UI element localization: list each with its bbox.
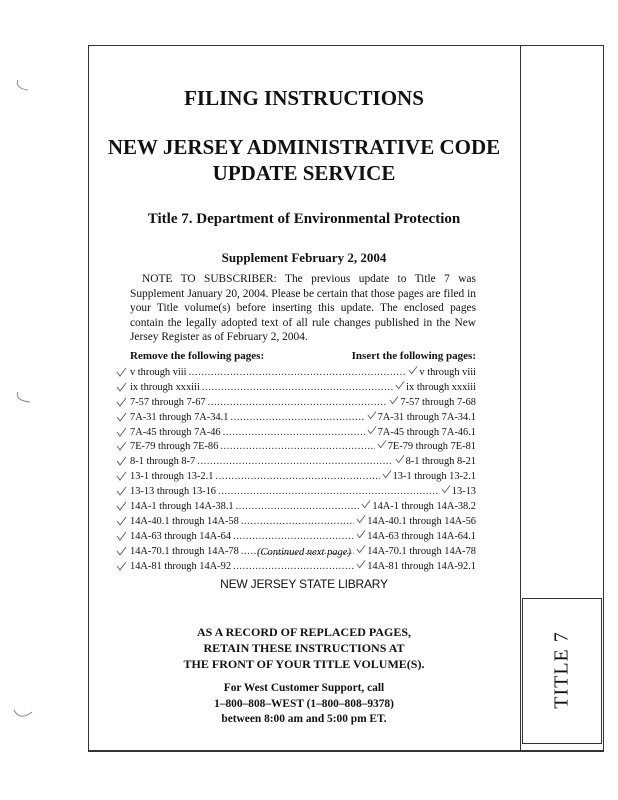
- retain-line-1: AS A RECORD OF REPLACED PAGES,: [196, 625, 412, 639]
- table-row: [130, 454, 476, 469]
- checkmark-icon: [116, 531, 127, 541]
- checkmark-icon: [116, 367, 127, 377]
- table-row: [130, 514, 476, 529]
- remove-pages-cell: 14A-40.1 through 14A-58: [130, 515, 239, 527]
- customer-support: [88, 681, 520, 728]
- leader-dots: [197, 455, 392, 470]
- insert-pages-cell: 7E-79 through 7E-81: [387, 441, 476, 453]
- checkmark-icon: [116, 486, 127, 496]
- checkmark-icon: [389, 395, 399, 405]
- binder-hole-mark-icon: [14, 390, 36, 404]
- remove-header: Remove the following pages:: [130, 350, 265, 362]
- checkmark-icon: [395, 380, 405, 390]
- remove-pages-cell: 14A-1 through 14A-38.1: [130, 501, 234, 513]
- remove-pages-cell: 7E-79 through 7E-86: [130, 441, 219, 453]
- retain-line-2: RETAIN THESE INSTRUCTIONS AT: [203, 641, 405, 655]
- binder-hole-mark-icon: [14, 78, 36, 92]
- table-row: [130, 439, 476, 454]
- checkmark-icon: [116, 456, 127, 466]
- bottom-rule: [88, 751, 604, 752]
- checkmark-icon: [356, 514, 366, 524]
- insert-pages-cell: 7-57 through 7-68: [400, 396, 476, 408]
- insert-pages-cell: 8-1 through 8-21: [405, 456, 476, 468]
- leader-dots: [215, 470, 379, 485]
- remove-pages-cell: ix through xxxiii: [130, 381, 200, 393]
- remove-pages-cell: 13-1 through 13-2.1: [130, 471, 214, 483]
- table-row: [130, 365, 476, 380]
- retain-instructions: [88, 624, 520, 672]
- insert-pages-cell: 14A-40.1 through 14A-56: [367, 515, 476, 527]
- remove-pages-cell: 14A-81 through 14A-92: [130, 560, 232, 572]
- table-row: [130, 484, 476, 499]
- note-to-subscriber: NOTE TO SUBSCRIBER: The previous update to Title 7 was Supplement January 20, 2004. Please be certain that those pages are filed in your Title volume(s) before inserting this update. The enclosed pages contain the legally adopted text of all rule changes published in the New Jersey Register as of February 2, 2004.: [130, 273, 476, 344]
- checkmark-icon: [356, 529, 366, 539]
- remove-pages-cell: 7A-45 through 7A-46: [130, 426, 221, 438]
- library-stamp: NEW JERSEY STATE LIBRARY: [220, 577, 388, 591]
- insert-pages-cell: 7A-31 through 7A-34.1: [377, 411, 476, 423]
- checkmark-icon: [367, 425, 377, 435]
- leader-dots: [189, 366, 407, 381]
- remove-pages-cell: 13-13 through 13-16: [130, 486, 217, 498]
- columns-header: [130, 350, 476, 362]
- leader-dots: [233, 530, 354, 545]
- checkmark-icon: [441, 484, 451, 494]
- supplement-heading: Supplement February 2, 2004: [221, 250, 387, 265]
- insert-pages-cell: 14A-63 through 14A-64.1: [367, 530, 476, 542]
- insert-pages-cell: 14A-81 through 14A-92.1: [367, 560, 476, 572]
- insert-pages-cell: 14A-1 through 14A-38.2: [372, 501, 476, 513]
- retain-line-3: THE FRONT OF YOUR TITLE VOLUME(S).: [183, 657, 425, 671]
- remove-pages-cell: 7A-31 through 7A-34.1: [130, 411, 229, 423]
- document-subtitle: [88, 134, 520, 186]
- checkmark-icon: [116, 561, 127, 571]
- table-row: [130, 380, 476, 395]
- leader-dots: [218, 485, 439, 500]
- checkmark-icon: [377, 439, 387, 449]
- page-list: [130, 365, 476, 573]
- insert-pages-cell: 7A-45 through 7A-46.1: [377, 426, 476, 438]
- insert-header: Insert the following pages:: [351, 350, 476, 362]
- title-heading: Title 7. Department of Environmental Protection: [147, 211, 461, 227]
- support-line-1: For West Customer Support, call: [223, 682, 385, 694]
- checkmark-icon: [408, 365, 418, 375]
- leader-dots: [202, 381, 393, 396]
- leader-dots: [220, 440, 374, 455]
- checkmark-icon: [116, 427, 127, 437]
- insert-pages-cell: 13-1 through 13-2.1: [392, 471, 476, 483]
- checkmark-icon: [356, 559, 366, 569]
- spine-label: [520, 600, 604, 740]
- table-row: [130, 499, 476, 514]
- remove-pages-cell: 7-57 through 7-67: [130, 396, 206, 408]
- checkmark-icon: [116, 382, 127, 392]
- checkmark-icon: [367, 410, 377, 420]
- remove-pages-cell: v through viii: [130, 367, 187, 378]
- subtitle-line-1: NEW JERSEY ADMINISTRATIVE CODE: [107, 135, 501, 159]
- document-title: FILING INSTRUCTIONS: [184, 86, 424, 110]
- checkmark-icon: [116, 516, 127, 526]
- table-row: [130, 469, 476, 484]
- binder-hole-mark-icon: [12, 706, 34, 720]
- table-row: [130, 425, 476, 440]
- leader-dots: [223, 426, 365, 441]
- subtitle-line-2: UPDATE SERVICE: [212, 161, 396, 185]
- support-hours: between 8:00 am and 5:00 pm ET.: [221, 713, 387, 725]
- checkmark-icon: [395, 454, 405, 464]
- checkmark-icon: [361, 499, 371, 509]
- support-phone: 1–800–808–WEST (1–800–808–9378): [214, 697, 394, 710]
- spine-label-text: TITLE 7: [550, 631, 573, 709]
- leader-dots: [233, 560, 354, 575]
- continued-note: (Continued next page): [257, 547, 351, 558]
- table-row: [130, 559, 476, 574]
- checkmark-icon: [116, 441, 127, 451]
- checkmark-icon: [382, 469, 392, 479]
- insert-pages-cell: v through viii: [419, 367, 476, 378]
- leader-dots: [236, 500, 360, 515]
- insert-pages-cell: 13-13: [451, 486, 476, 498]
- leader-dots: [241, 515, 354, 530]
- checkmark-icon: [116, 501, 127, 511]
- table-row: [130, 395, 476, 410]
- checkmark-icon: [116, 471, 127, 481]
- remove-pages-cell: 14A-63 through 14A-64: [130, 530, 232, 542]
- remove-pages-cell: 14A-70.1 through 14A-78: [130, 545, 239, 557]
- leader-dots: [208, 396, 388, 411]
- insert-pages-cell: ix through xxxiii: [406, 381, 476, 393]
- insert-pages-cell: 14A-70.1 through 14A-78: [367, 545, 476, 557]
- table-row: [130, 529, 476, 544]
- leader-dots: [230, 411, 364, 426]
- remove-pages-cell: 8-1 through 8-7: [130, 456, 196, 468]
- checkmark-icon: [116, 412, 127, 422]
- checkmark-icon: [116, 397, 127, 407]
- table-row: [130, 410, 476, 425]
